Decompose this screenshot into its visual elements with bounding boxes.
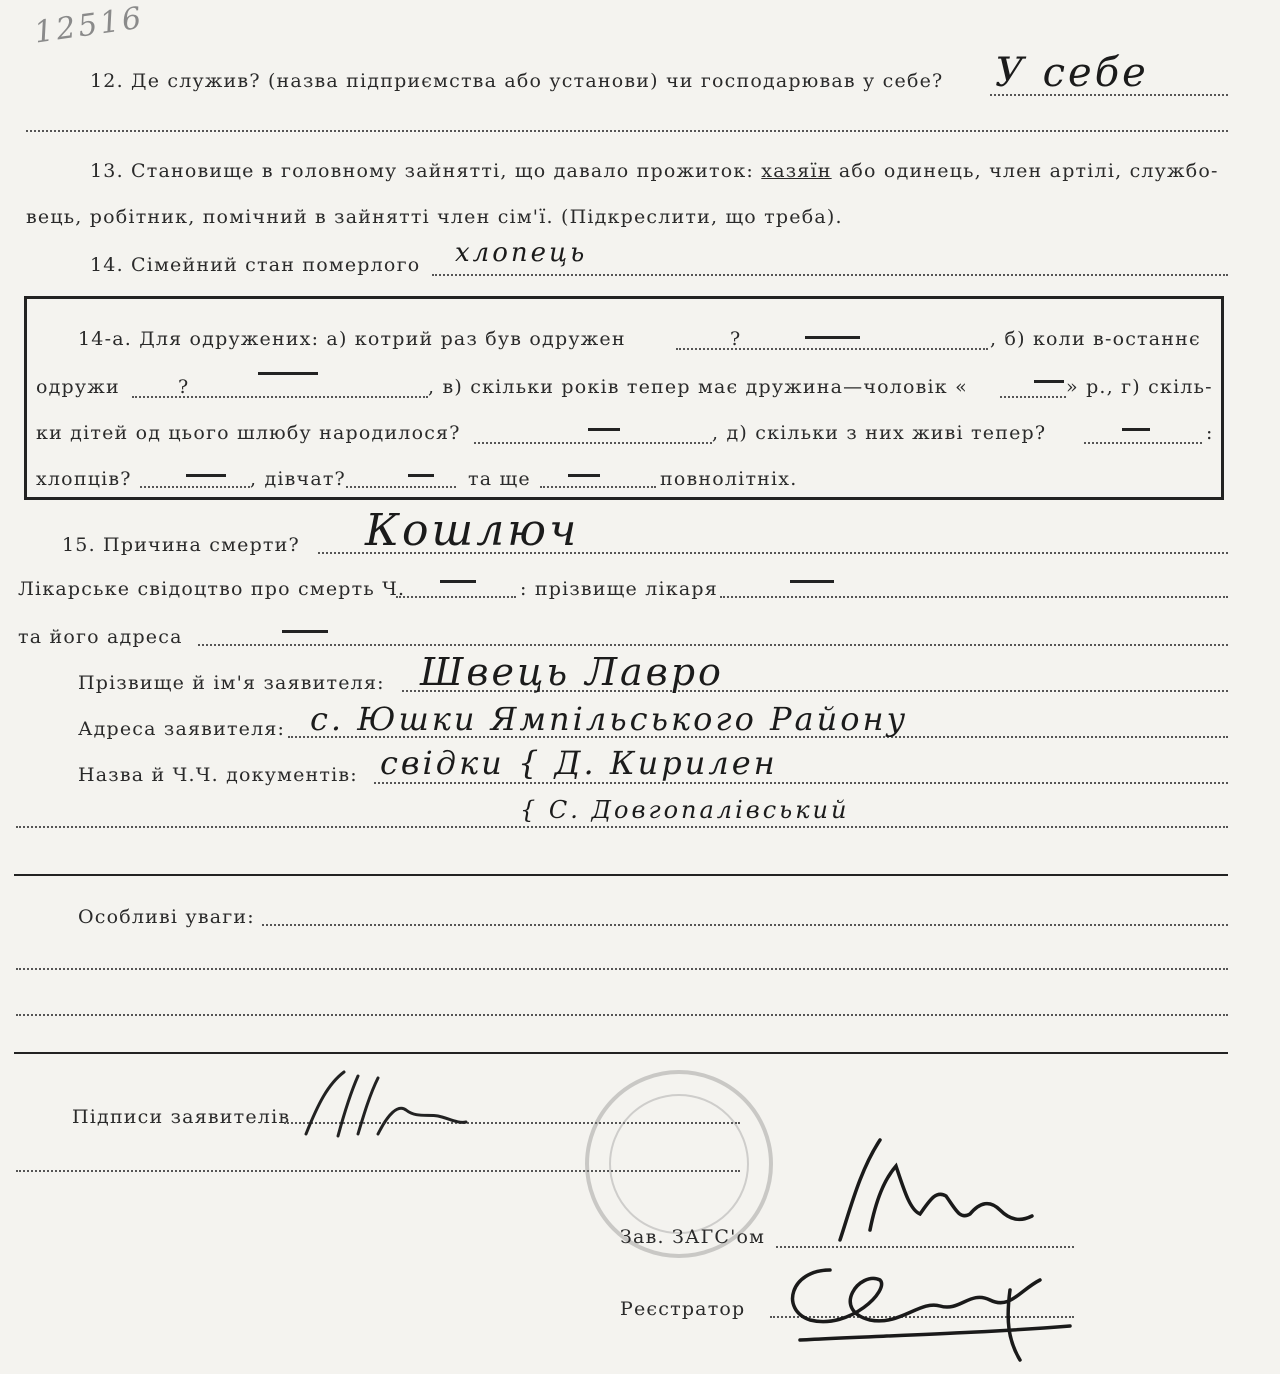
- q14a-children-label-a: » р., г) скіль-: [1066, 376, 1213, 398]
- q14a-children-born-line: [474, 442, 712, 444]
- q14a-last-married-dash: [258, 372, 318, 375]
- doctor-certificate-label: Лікарське свідоцтво про смерть Ч.: [18, 578, 406, 600]
- q14a-boys-line: [140, 486, 250, 488]
- doctor-name-dash: [790, 580, 834, 583]
- q13-line-1: [90, 160, 1219, 182]
- head-label: Зав. ЗАГС'ом: [620, 1226, 766, 1248]
- q14a-boys-dash: [186, 474, 226, 477]
- doctor-address-dash: [282, 630, 328, 633]
- doctor-name-label: : прізвище лікаря: [520, 578, 718, 600]
- q15-label: 15. Причина смерти?: [62, 534, 300, 556]
- q12-label: 12. Де служив? (назва підприємства або установи) чи господарював у себе?: [90, 70, 944, 92]
- q12-continuation-line: [26, 130, 1228, 132]
- registrar-signature: [770, 1250, 1080, 1370]
- q14a-boys-label: хлопців?: [36, 468, 132, 490]
- q14a-colon: :: [1206, 422, 1214, 444]
- q14a-last-married-label: , б) коли в-останнє: [990, 328, 1201, 350]
- q13-line-2: вець, робітник, помічний в зайнятті член сім'ї. (Підкреслити, що треба).: [26, 206, 843, 228]
- q14a-adults-label: повнолітніх.: [660, 468, 798, 490]
- doctor-address-line: [198, 644, 1228, 646]
- remarks-label: Особливі уваги:: [78, 906, 255, 928]
- q14a-times-married-label: 14-а. Для одружених: а) котрий раз був одружен: [78, 328, 626, 350]
- q14a-spouse-age-label: , в) скільки років тепер має дружина—чоловік «: [428, 376, 968, 398]
- q14a-girls-line: [346, 486, 456, 488]
- applicant-signature: [298, 1064, 478, 1144]
- doctor-certificate-dash: [440, 580, 476, 583]
- doctor-name-line: [720, 596, 1228, 598]
- remarks-line-2: [16, 968, 1228, 970]
- applicant-address-label: Адреса заявителя:: [78, 718, 286, 740]
- doctor-certificate-line: [396, 596, 516, 598]
- q14a-girls-dash: [408, 474, 434, 477]
- q14a-adults-line: [540, 486, 656, 488]
- q14a-q-mark-2: ?: [178, 376, 190, 398]
- q14a-children-alive-label: , д) скільки з них живі тепер?: [712, 422, 1047, 444]
- signatures-label: Підписи заявителів: [72, 1106, 291, 1128]
- q14a-children-born-dash: [588, 428, 620, 431]
- section-divider-1: [14, 874, 1228, 876]
- q13-selected-option: хазяїн: [761, 160, 832, 182]
- q14a-adults-dash: [568, 474, 600, 477]
- q14a-children-alive-line: [1084, 442, 1202, 444]
- q14a-also-label: та ще: [468, 468, 531, 490]
- q13-suffix: або одинець, член артілі, службо-: [838, 160, 1219, 182]
- q14a-children-born-label: ки дітей од цього шлюбу народилося?: [36, 422, 461, 444]
- q13-prefix: 13. Становище в головному зайнятті, що давало прожиток:: [90, 160, 755, 182]
- q14-answer-line: [432, 274, 1228, 276]
- remarks-line-3: [16, 1014, 1228, 1016]
- q14a-last-married-line: [132, 396, 428, 398]
- q14a-times-married-line: [676, 348, 988, 350]
- applicant-docs-value-2: { С. Довгопалівський: [520, 796, 850, 824]
- applicant-docs-label: Назва й Ч.Ч. документів:: [78, 764, 358, 786]
- q14a-children-alive-dash: [1122, 428, 1150, 431]
- q14a-spouse-age-line: [1000, 396, 1066, 398]
- q14-label: 14. Сімейний стан померлого: [90, 254, 421, 276]
- q14a-spouse-age-dash: [1034, 380, 1064, 383]
- head-signature: [800, 1130, 1060, 1260]
- q14a-girls-label: , дівчат?: [250, 468, 346, 490]
- q14-answer: хлопець: [455, 238, 588, 268]
- married-section-box: [24, 296, 1224, 500]
- corner-archive-number: 12516: [32, 0, 147, 51]
- registrar-label: Реєстратор: [620, 1298, 746, 1320]
- q12-answer: У себе: [995, 50, 1149, 96]
- section-divider-2: [14, 1052, 1228, 1054]
- remarks-line-1: [262, 924, 1228, 926]
- q14a-times-married-dash: [805, 336, 860, 339]
- applicant-name-value: Швець Лавро: [420, 650, 724, 694]
- applicant-docs-value-1: свідки { Д. Кирилен: [380, 744, 778, 782]
- applicant-docs-line: [374, 782, 1228, 784]
- q15-answer: Кошлюч: [365, 505, 580, 556]
- applicant-docs-line-2: [16, 826, 1228, 828]
- doctor-address-label: та його адреса: [18, 626, 183, 648]
- applicant-address-value: с. Юшки Ямпільського Району: [310, 700, 909, 738]
- applicant-name-label: Прізвище й ім'я заявителя:: [78, 672, 385, 694]
- q14a-line-1: [78, 328, 626, 350]
- q14a-q-mark-1: ?: [730, 328, 742, 350]
- q14a-line-2a: одружи: [36, 376, 120, 398]
